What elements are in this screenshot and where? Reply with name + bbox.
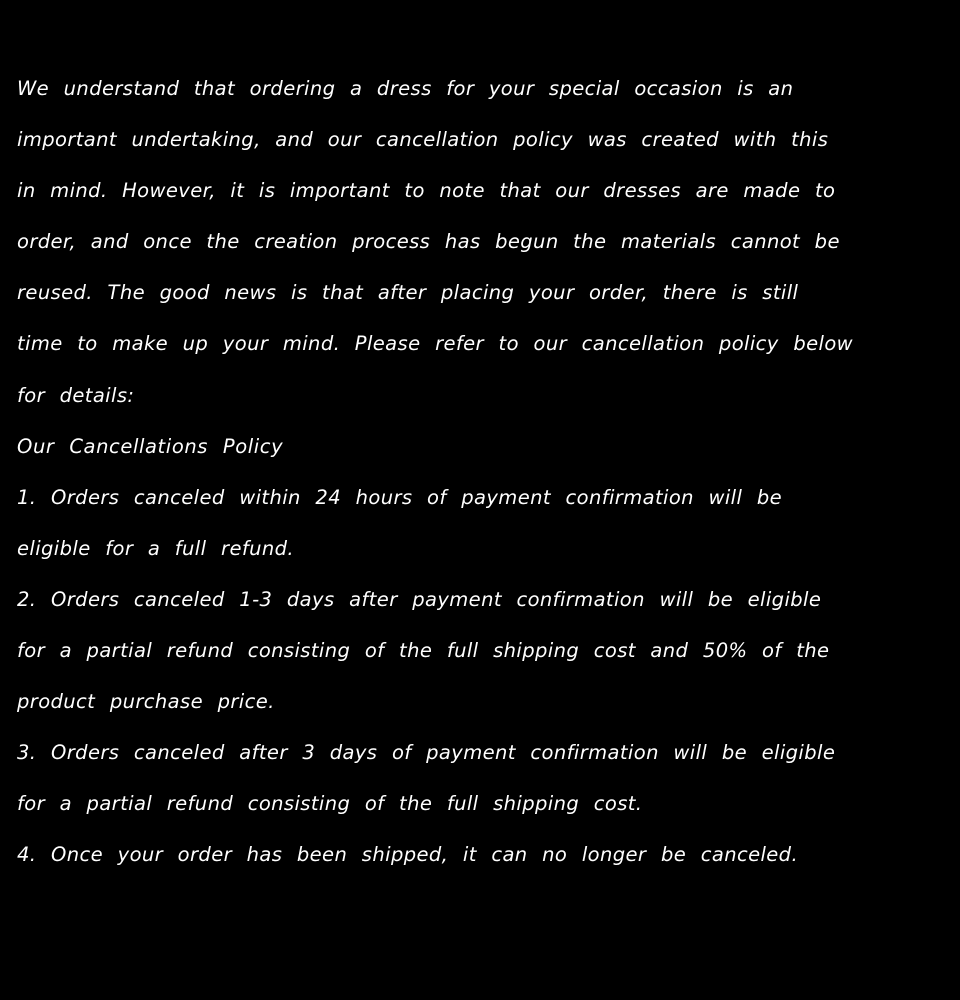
policy-item-1	[17, 472, 942, 574]
policy-item-line: product purchase price.	[17, 690, 275, 714]
intro-line: reused. The good news is that after placing your order, there is still	[17, 281, 799, 305]
policy-item-line: for a partial refund consisting of the full shipping cost.	[17, 792, 643, 816]
policy-item-line: for a partial refund consisting of the full shipping cost and 50% of the	[17, 639, 830, 663]
policy-item-line: 3. Orders canceled after 3 days of payment confirmation will be eligible	[17, 741, 836, 765]
intro-line: We understand that ordering a dress for your special occasion is an	[17, 77, 794, 100]
policy-heading: Our Cancellations Policy	[17, 434, 284, 458]
intro-line: time to make up your mind. Please refer to our cancellation policy below	[17, 332, 853, 356]
intro-paragraph	[17, 63, 942, 421]
intro-line: in mind. However, it is important to note that our dresses are made to	[17, 179, 836, 203]
intro-line: important undertaking, and our cancellation policy was created with this	[17, 128, 829, 152]
policy-item-4	[17, 829, 942, 880]
intro-line: for details:	[17, 383, 135, 407]
intro-line: order, and once the creation process has begun the materials cannot be	[17, 230, 840, 254]
policy-list	[17, 472, 942, 881]
policy-item-line: 2. Orders canceled 1-3 days after payment confirmation will be eligible	[17, 587, 822, 611]
policy-item-3	[17, 727, 942, 829]
policy-item-line: 4. Once your order has been shipped, it can no longer be canceled.	[17, 843, 799, 867]
policy-item-line: eligible for a full refund.	[17, 536, 295, 560]
policy-item-line: 1. Orders canceled within 24 hours of payment confirmation will be	[17, 485, 783, 509]
policy-item-2	[17, 574, 942, 727]
